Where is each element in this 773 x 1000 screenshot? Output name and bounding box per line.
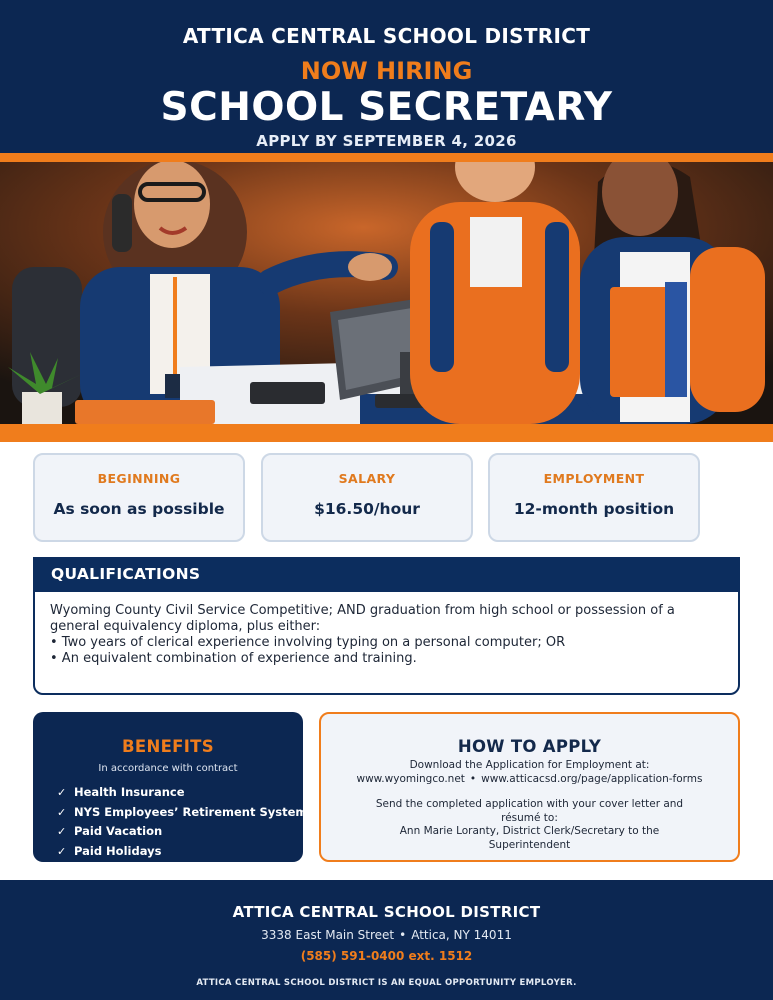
district-name: ATTICA CENTRAL SCHOOL DISTRICT [182,24,591,48]
equal-opportunity-statement: ATTICA CENTRAL SCHOOL DISTRICT IS AN EQUAL OPPORTUNITY EMPLOYER. [196,978,577,988]
job-title: SCHOOL SECRETARY [160,85,613,130]
salary-label: SALARY [338,471,396,486]
application-deadline: APPLY BY SEPTEMBER 4, 2026 [256,132,517,150]
salary-card [261,453,473,542]
wyomingco-link[interactable]: www.wyomingco.net [356,773,465,785]
employment-label: EMPLOYMENT [543,471,645,486]
keyboard-icon [250,382,325,404]
hero-illustration [0,162,773,424]
benefits-heading: BENEFITS [122,737,214,756]
footer-address [0,928,773,942]
footer-street: 3338 East Main Street [261,928,395,942]
qualification-line: Wyoming County Civil Service Competitive; AND graduation from high school or possession of a [50,603,675,618]
employment-value: 12-month position [513,500,675,518]
submission-line: Send the completed application with your cover letter and [375,798,684,810]
employment-card [488,453,700,542]
qualification-line: • Two years of clerical experience involving typing on a personal computer; OR [50,635,566,650]
benefit-item [57,803,307,823]
benefit-label: Health Insurance [74,785,185,799]
benefit-item [57,783,307,803]
backpack-icon [690,247,765,412]
qualification-line: • An equivalent combination of experience and training. [50,651,417,666]
qualifications-text [50,603,720,667]
benefits-subtitle: In accordance with contract [98,763,238,774]
orange-divider-top [0,153,773,162]
download-instructions [331,758,728,786]
qualification-line: general equivalency diploma, plus either: [50,619,321,634]
beginning-card [33,453,245,542]
footer-district-name: ATTICA CENTRAL SCHOOL DISTRICT [232,903,541,921]
secretary-and-students-illustration [0,162,773,424]
submission-line: Superintendent [488,838,571,851]
submission-line: Ann Marie Loranty, District Clerk/Secretary to the [399,825,660,837]
checkmark-icon: ✓ [57,825,67,839]
benefits-section [33,712,308,862]
submission-line: résumé to: [501,811,558,824]
download-intro: Download the Application for Employment at: [409,759,650,771]
telephone-handset-icon [112,194,132,252]
benefit-label: NYS Employees’ Retirement System [74,804,308,819]
benefit-label: Paid Holidays [74,843,162,858]
orange-divider-bottom [0,424,773,442]
qualifications-heading: QUALIFICATIONS [33,557,740,592]
checkmark-icon: ✓ [57,844,67,858]
benefit-label: Paid Vacation [74,824,163,839]
footer-phone[interactable]: (585) 591-0400 ext. 1512 [300,949,473,963]
atticacsd-forms-link[interactable]: www.atticacsd.org/page/application-forms [481,773,703,785]
benefit-item [57,822,307,842]
header-banner [0,0,773,153]
checkmark-icon: ✓ [57,786,67,799]
address-separator: • [399,928,407,942]
footer-city: Attica, NY 14011 [411,928,512,942]
checkmark-icon: ✓ [57,805,67,819]
submission-instructions [351,798,708,852]
how-to-apply-section [319,712,740,862]
footer [0,880,773,1000]
link-separator: • [469,773,477,785]
qualifications-section [33,557,740,695]
beginning-label: BEGINNING [97,471,181,486]
salary-value: $16.50/hour [314,500,420,518]
now-hiring-label: NOW HIRING [300,57,473,85]
beginning-value: As soon as possible [53,500,225,518]
benefit-item [57,842,307,862]
benefits-list [57,783,307,861]
application-links [331,772,728,786]
how-to-apply-heading: HOW TO APPLY [457,737,602,756]
